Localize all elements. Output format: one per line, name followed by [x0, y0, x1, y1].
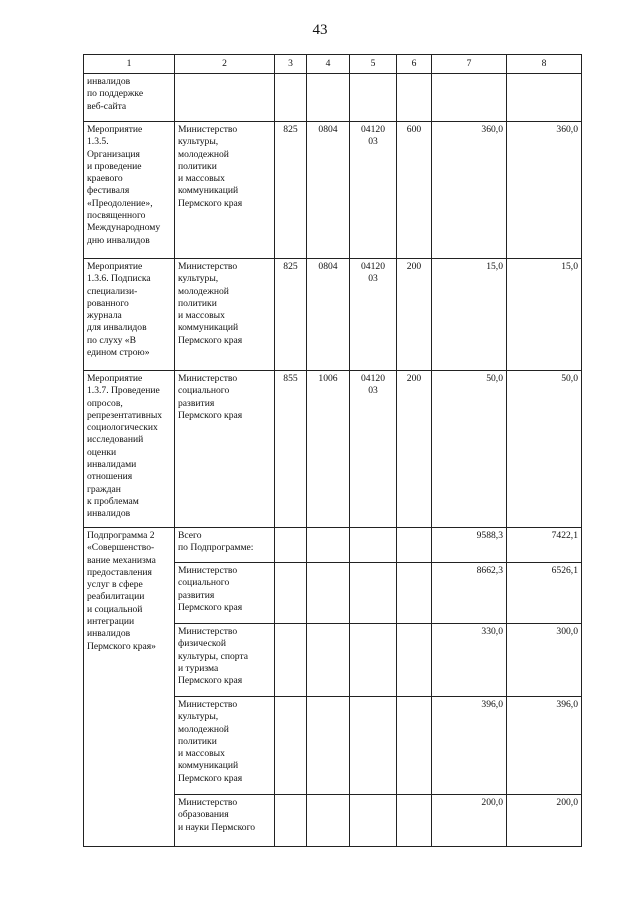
code-cell: 825	[275, 259, 307, 371]
column-header: 6	[397, 55, 432, 74]
table-row	[84, 74, 582, 122]
code-cell: 200	[397, 371, 432, 528]
amount-cell	[432, 74, 507, 122]
code-cell	[397, 74, 432, 122]
column-header: 1	[84, 55, 175, 74]
amount-cell: 15,0	[507, 259, 582, 371]
amount-cell: 200,0	[507, 795, 582, 847]
amount-cell: 7422,1	[507, 528, 582, 563]
activity-cell: Мероприятие 1.3.6. Подписка специализи- рованного журнала для инвалидов по слуху «В едином строю»	[84, 259, 175, 371]
table-row	[84, 528, 582, 563]
budget-table	[83, 54, 582, 847]
column-header: 4	[307, 55, 350, 74]
code-cell: 04120 03	[350, 371, 397, 528]
activity-cell: Мероприятие 1.3.7. Проведение опросов, репрезентативных социологических исследований оценки инвалидами отношения граждан к проблемам инвалидов	[84, 371, 175, 528]
code-cell: 825	[275, 122, 307, 259]
amount-cell: 50,0	[432, 371, 507, 528]
column-header: 8	[507, 55, 582, 74]
executor-cell: Министерство социального развития Пермского края	[175, 563, 275, 624]
amount-cell: 6526,1	[507, 563, 582, 624]
amount-cell: 9588,3	[432, 528, 507, 563]
executor-cell: Министерство физической культуры, спорта и туризма Пермского края	[175, 624, 275, 697]
activity-cell: Мероприятие 1.3.5. Организация и проведение краевого фестиваля «Преодоление», посвященного Международному дню инвалидов	[84, 122, 175, 259]
amount-cell	[507, 74, 582, 122]
page-number: 43	[312, 22, 328, 38]
executor-cell: Министерство культуры, молодежной политики и массовых коммуникаций Пермского края	[175, 259, 275, 371]
amount-cell: 8662,3	[432, 563, 507, 624]
amount-cell: 330,0	[432, 624, 507, 697]
column-header: 7	[432, 55, 507, 74]
executor-cell: Всего по Подпрограмме:	[175, 528, 275, 563]
code-cell: 1006	[307, 371, 350, 528]
executor-cell: Министерство образования и науки Пермского	[175, 795, 275, 847]
code-cell	[307, 74, 350, 122]
code-cell: 600	[397, 122, 432, 259]
code-cell: 04120 03	[350, 122, 397, 259]
amount-cell: 15,0	[432, 259, 507, 371]
executor-cell: Министерство культуры, молодежной политики и массовых коммуникаций Пермского края	[175, 697, 275, 795]
amount-cell: 360,0	[507, 122, 582, 259]
amount-cell: 50,0	[507, 371, 582, 528]
code-cell: 04120 03	[350, 259, 397, 371]
code-cell: 200	[397, 259, 432, 371]
code-cell: 0804	[307, 122, 350, 259]
amount-cell: 200,0	[432, 795, 507, 847]
executor-cell: Министерство культуры, молодежной политики и массовых коммуникаций Пермского края	[175, 122, 275, 259]
executor-cell: Министерство социального развития Пермского края	[175, 371, 275, 528]
executor-cell	[175, 74, 275, 122]
subprogram-name-cell: Подпрограмма 2 «Совершенство- вание механизма предоставления услуг в сфере реабилитации и социальной интеграции инвалидов Пермского края»	[84, 528, 175, 847]
header-row	[84, 55, 582, 74]
code-cell: 0804	[307, 259, 350, 371]
table-row	[84, 122, 582, 259]
column-header: 2	[175, 55, 275, 74]
column-header: 5	[350, 55, 397, 74]
column-header: 3	[275, 55, 307, 74]
amount-cell: 300,0	[507, 624, 582, 697]
code-cell	[350, 74, 397, 122]
code-cell	[275, 74, 307, 122]
activity-cell: инвалидов по поддержке веб-сайта	[84, 74, 175, 122]
amount-cell: 360,0	[432, 122, 507, 259]
code-cell: 855	[275, 371, 307, 528]
table-row	[84, 371, 582, 528]
amount-cell: 396,0	[432, 697, 507, 795]
table-row	[84, 259, 582, 371]
amount-cell: 396,0	[507, 697, 582, 795]
